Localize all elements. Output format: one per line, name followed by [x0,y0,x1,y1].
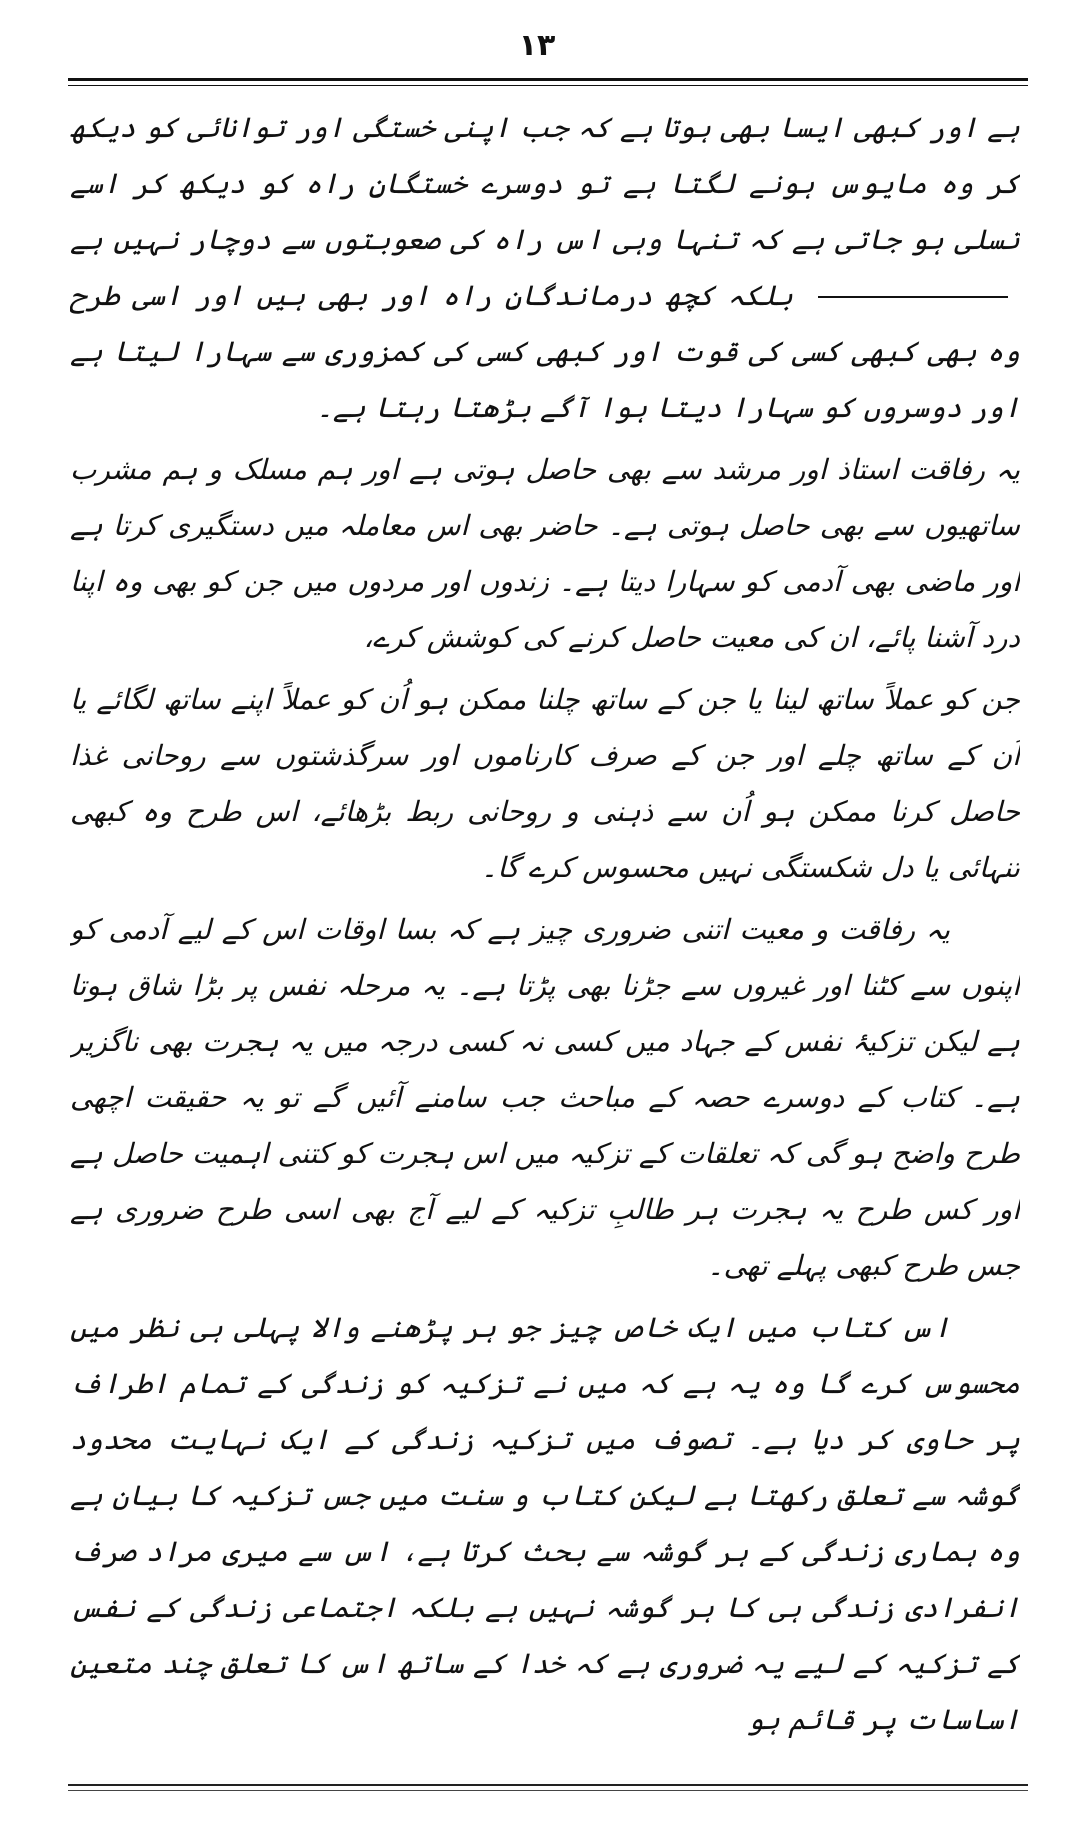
header-rule [68,78,1028,81]
paragraph-text: اس کتاب میں ایک خاص چیز جو ہر پڑھنے والا پہلی ہی نظر میں محسوس کرے گا وہ یہ ہے کہ میں نے تزکیہ کو زندگی کے تمام اطراف پر حاوی کر دیا ہے۔ تصوف میں تزکیہ زندگی کے ایک نہایت محدود گوشہ سے تعلق رکھتا ہے لیکن کتاب و سنت میں جس تزکیہ کا بیان ہے وہ ہماری زندگی کے ہر گوشہ سے بحث کرتا ہے، اس سے میری مراد صرف انفرادی زندگی ہی کا ہر گوشہ نہیں ہے بلکہ اجتماعی زندگی کے نفس کے تزکیہ کے لیے یہ ضروری ہے کہ خدا کے ساتھ اس کا تعلق چند متعین اساسات پر قائم ہو [70,1311,1020,1736]
paragraph-1 [70,100,1020,436]
footer-rule [68,1784,1028,1786]
page-number: ۱۳ [518,28,556,63]
paragraph-text: جن کو عملاً ساتھ لینا یا جن کے ساتھ چلنا ممکن ہو اُن کو عملاً اپنے ساتھ لگائے یا اُن کے ساتھ چلے اور جن کے صرف کارناموں اور سرگذشتوں سے روحانی غذا حاصل کرنا ممکن ہو اُن سے ذہنی و روحانی ربط بڑھائے، اس طرح وہ کبھی تنہائی یا دل شکستگی نہیں محسوس کرے گا۔ [70,683,1020,884]
header-rule-thin [68,85,1028,86]
paragraph-3 [70,672,1020,896]
paragraph-text: ہے اور کبھی ایسا بھی ہوتا ہے کہ جب اپنی خستگی اور توانائی کو دیکھ کر وہ مایوس ہونے لگتا ہے تو دوسرے خستگانِ راہ کو دیکھ کر اسے تسلی ہو جاتی ہے کہ تنہا وہی اس راہ کی صعوبتوں سے دوچار نہیں ہے [70,111,1020,256]
dash-ornament [818,296,1008,298]
body-text [70,100,1020,1760]
paragraph-text-continued: بلکہ کچھ درماندگانِ راہ اور بھی ہیں اور اسی طرح وہ بھی کبھی کسی کی قوت اور کبھی کسی کی کمزوری سے سہارا لیتا ہے اور دوسروں کو سہارا دیتا ہوا آگے بڑھتا رہتا ہے۔ [70,279,1020,424]
paragraph-text: یہ رفاقت و معیت اتنی ضروری چیز ہے کہ بسا اوقات اس کے لیے آدمی کو اپنوں سے کٹنا اور غیروں سے جڑنا بھی پڑتا ہے۔ یہ مرحلہ نفس پر بڑا شاق ہوتا ہے لیکن تزکیۂ نفس کے جہاد میں کسی نہ کسی درجہ میں یہ ہجرت بھی ناگزیر ہے۔ کتاب کے دوسرے حصہ کے مباحث جب سامنے آئیں گے تو یہ حقیقت اچھی طرح واضح ہو گی کہ تعلقات کے تزکیہ میں اس ہجرت کو کتنی اہمیت حاصل ہے اور کس طرح یہ ہجرت ہر طالبِ تزکیہ کے لیے آج بھی اسی طرح ضروری ہے جس طرح کبھی پہلے تھی۔ [70,913,1020,1282]
footer-rule-thin [68,1790,1028,1791]
paragraph-text: یہ رفاقت استاذ اور مرشد سے بھی حاصل ہوتی ہے اور ہم مسلک و ہم مشرب ساتھیوں سے بھی حاصل ہوتی ہے۔ حاضر بھی اس معاملہ میں دستگیری کرتا ہے اور ماضی بھی آدمی کو سہارا دیتا ہے۔ زندوں اور مردوں میں جن کو بھی وہ اپنا درد آشنا پائے، ان کی معیت حاصل کرنے کی کوشش کرے، [70,453,1020,654]
paragraph-2 [70,442,1020,666]
paragraph-5 [70,1300,1020,1748]
paragraph-4 [70,902,1020,1294]
